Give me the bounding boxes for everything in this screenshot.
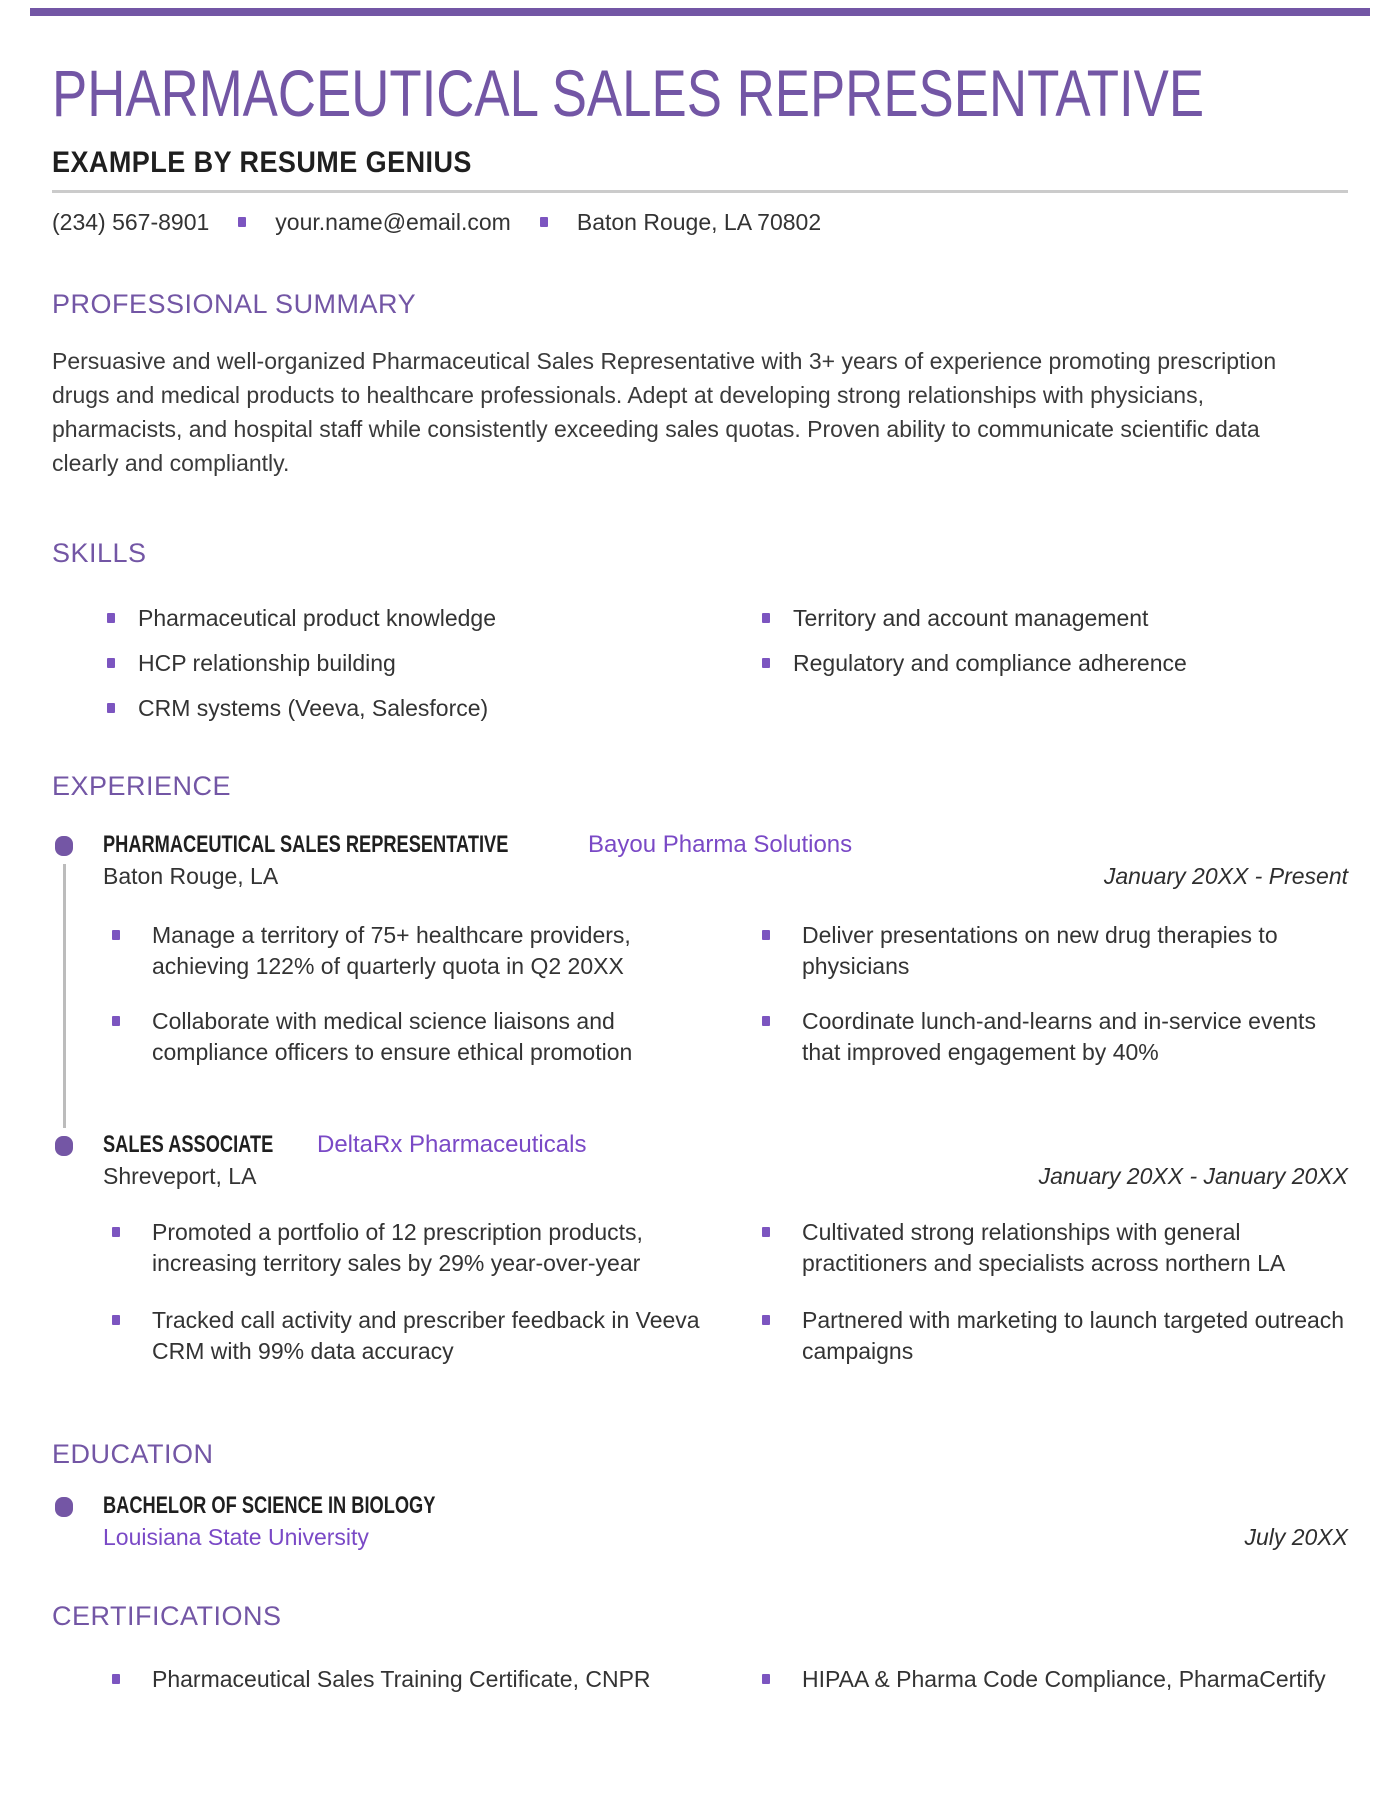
certification-text: Pharmaceutical Sales Training Certificate, CNPR <box>152 1666 651 1692</box>
page-title: PHARMACEUTICAL SALES REPRESENTATIVE <box>52 56 1205 130</box>
square-bullet-icon <box>112 1016 120 1026</box>
education-dates: July 20XX <box>1244 1524 1348 1550</box>
job-company: Bayou Pharma Solutions <box>588 831 853 858</box>
bullet-separator-icon <box>238 217 246 227</box>
certification-item <box>762 1664 1326 1695</box>
square-bullet-icon <box>112 1227 120 1237</box>
certification-item <box>112 1664 651 1695</box>
contact-phone: (234) 567-8901 <box>52 209 210 235</box>
square-bullet-icon <box>762 658 770 668</box>
education-school: Louisiana State University <box>103 1524 369 1550</box>
skill-item <box>762 648 1187 678</box>
contact-email: your.name@email.com <box>275 209 511 235</box>
job-bullet <box>112 1305 732 1367</box>
job-bullet <box>762 1305 1350 1367</box>
job-bullet-text: Promoted a portfolio of 12 prescription products, increasing territory sales by 29% year-over-year <box>152 1219 643 1276</box>
section-heading-summary: PROFESSIONAL SUMMARY <box>52 289 417 319</box>
bullet-separator-icon <box>540 217 548 227</box>
square-bullet-icon <box>762 1315 770 1325</box>
section-heading-education: EDUCATION <box>52 1439 214 1469</box>
square-bullet-icon <box>112 930 120 940</box>
skill-label: Pharmaceutical product knowledge <box>138 605 496 631</box>
square-bullet-icon <box>107 613 115 623</box>
job-bullet-text: Collaborate with medical science liaisons and compliance officers to ensure ethical promotion <box>152 1008 633 1065</box>
job-bullet <box>112 1006 732 1068</box>
job-dates: January 20XX - January 20XX <box>1038 1163 1348 1189</box>
contact-location: Baton Rouge, LA 70802 <box>576 209 822 235</box>
square-bullet-icon <box>107 703 115 713</box>
certification-text: HIPAA & Pharma Code Compliance, PharmaCertify <box>802 1666 1326 1692</box>
job-bullet-text: Deliver presentations on new drug therapies to physicians <box>802 922 1278 979</box>
square-bullet-icon <box>112 1674 120 1684</box>
timeline-line <box>63 864 66 1128</box>
skill-item <box>107 648 396 678</box>
job-title: PHARMACEUTICAL SALES REPRESENTATIVE <box>103 831 509 858</box>
section-heading-skills: SKILLS <box>52 538 147 568</box>
job-bullet <box>112 920 732 982</box>
skill-item <box>107 603 496 633</box>
square-bullet-icon <box>112 1315 120 1325</box>
square-bullet-icon <box>107 658 115 668</box>
square-bullet-icon <box>762 1227 770 1237</box>
job-location: Baton Rouge, LA <box>103 863 279 889</box>
job-bullet <box>762 1217 1350 1279</box>
summary-paragraph <box>52 344 1276 480</box>
square-bullet-icon <box>762 1016 770 1026</box>
job-bullet-text: Cultivated strong relationships with general practitioners and specialists across northern LA <box>802 1219 1286 1276</box>
job-bullet <box>112 1217 732 1279</box>
summary-line: pharmacists, and hospital staff while consistently exceeding sales quotas. Proven ability to communicate scientific data <box>52 416 1260 442</box>
job-bullet-text: Coordinate lunch-and-learns and in-service events that improved engagement by 40% <box>802 1008 1316 1065</box>
contact-row <box>52 207 821 237</box>
summary-line: drugs and medical products to healthcare professionals. Adept at developing strong relationships with physicians, <box>52 382 1204 408</box>
job-company: DeltaRx Pharmaceuticals <box>317 1131 587 1158</box>
skill-label: Territory and account management <box>793 605 1149 631</box>
skill-label: Regulatory and compliance adherence <box>793 650 1187 676</box>
education-degree: BACHELOR OF SCIENCE IN BIOLOGY <box>103 1492 436 1519</box>
skill-item <box>762 603 1148 633</box>
job-title: SALES ASSOCIATE <box>103 1131 274 1158</box>
skill-label: HCP relationship building <box>138 650 396 676</box>
section-heading-experience: EXPERIENCE <box>52 771 232 801</box>
job-dates: January 20XX - Present <box>1103 863 1348 889</box>
skill-item <box>107 693 488 723</box>
timeline-marker-icon <box>55 836 73 856</box>
timeline-marker-icon <box>55 1136 73 1156</box>
square-bullet-icon <box>762 613 770 623</box>
job-location: Shreveport, LA <box>103 1163 257 1189</box>
job-bullet <box>762 1006 1350 1068</box>
summary-line: clearly and compliantly. <box>52 450 290 476</box>
job-bullet <box>762 920 1350 982</box>
header-divider <box>52 190 1348 193</box>
section-heading-certifications: CERTIFICATIONS <box>52 1601 282 1631</box>
timeline-marker-icon <box>55 1497 73 1517</box>
top-accent-bar <box>30 8 1370 16</box>
square-bullet-icon <box>762 930 770 940</box>
page-subtitle: EXAMPLE BY RESUME GENIUS <box>52 146 472 179</box>
job-bullet-text: Tracked call activity and prescriber feedback in Veeva CRM with 99% data accuracy <box>152 1307 700 1364</box>
skill-label: CRM systems (Veeva, Salesforce) <box>138 695 489 721</box>
summary-line: Persuasive and well-organized Pharmaceutical Sales Representative with 3+ years of experience promoting prescription <box>52 348 1277 374</box>
job-bullet-text: Manage a territory of 75+ healthcare providers, achieving 122% of quarterly quota in Q2 20XX <box>152 922 631 979</box>
square-bullet-icon <box>762 1674 770 1684</box>
job-bullet-text: Partnered with marketing to launch targeted outreach campaigns <box>802 1307 1345 1364</box>
